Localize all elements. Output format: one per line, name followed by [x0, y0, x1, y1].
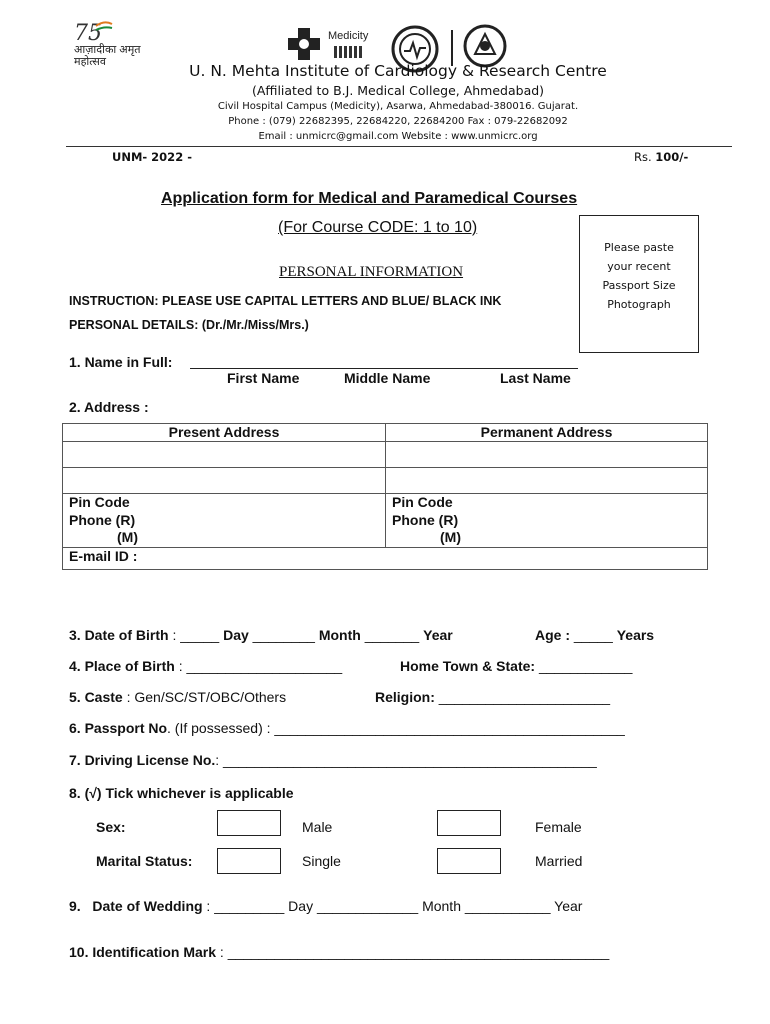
institute-address: Civil Hospital Campus (Medicity), Asarwa, Ahmedabad-380016. Gujarat. [217, 101, 579, 112]
affiliation: (Affiliated to B.J. Medical College, Ahmedabad) [251, 83, 545, 98]
dob-month-blank[interactable]: ________ [248, 627, 319, 643]
male-checkbox[interactable] [217, 810, 281, 836]
years-label: Years [616, 627, 655, 643]
medicity-logo-mark [334, 46, 364, 58]
married-label: Married [535, 853, 583, 869]
present-pin-label: Pin Code [69, 494, 130, 510]
dob-year-blank[interactable]: _______ [360, 627, 424, 643]
caste-options[interactable]: : Gen/SC/ST/OBC/Others [122, 689, 287, 705]
passport-row [69, 720, 625, 736]
tick-instruction: 8. (√) Tick whichever is applicable [69, 785, 294, 801]
first-name-label: First Name [227, 370, 300, 386]
dob-month-label: Month [318, 627, 361, 643]
present-address-line-2[interactable] [63, 468, 386, 494]
age-field [535, 627, 654, 643]
photo-box-text [580, 238, 698, 314]
caste-row [69, 689, 286, 705]
home-town-field [400, 658, 632, 674]
middle-name-label: Middle Name [344, 370, 431, 386]
course-code: (For Course CODE: 1 to 10) [278, 219, 478, 236]
permanent-pin-label: Pin Code [392, 494, 453, 510]
identification-label: 10. Identification Mark [69, 944, 217, 960]
permanent-phone-r-label: Phone (R) [392, 511, 459, 528]
photo-box-line: Please paste [604, 241, 674, 254]
form-title: Application form for Medical and Paramedical Courses [161, 190, 578, 207]
reference-number: UNM- 2022 - [112, 150, 192, 164]
permanent-address-line-2[interactable] [386, 468, 708, 494]
caste-label: 5. Caste [69, 689, 123, 705]
age-blank[interactable]: _____ [570, 627, 617, 643]
married-checkbox[interactable] [437, 848, 501, 874]
instruction: INSTRUCTION: PLEASE USE CAPITAL LETTERS AND BLUE/ BLACK INK [69, 294, 502, 308]
single-label: Single [302, 853, 341, 869]
name-input[interactable] [190, 368, 578, 369]
identification-row [69, 944, 609, 960]
dob-row [69, 627, 453, 643]
home-town-blank[interactable]: ____________ [535, 658, 633, 674]
single-checkbox[interactable] [217, 848, 281, 874]
passport-blank[interactable]: . (If possessed) : _____________________________________________ [167, 720, 625, 736]
home-town-label: Home Town & State: [400, 658, 536, 674]
photo-box-line: Passport Size [602, 279, 676, 292]
female-checkbox[interactable] [437, 810, 501, 836]
svg-text:75: 75 [74, 21, 102, 44]
institute-name: U. N. Mehta Institute of Cardiology & Research Centre [189, 62, 607, 80]
personal-details: PERSONAL DETAILS: (Dr./Mr./Miss/Mrs.) [69, 318, 309, 332]
fee-value: 100/- [655, 150, 689, 164]
place-of-birth-blank[interactable]: : ____________________ [174, 658, 343, 674]
dob-day-label: Day [223, 627, 249, 643]
address-label: 2. Address : [69, 399, 149, 415]
permanent-contact-cell[interactable] [386, 494, 708, 548]
wedding-number: 9. [69, 898, 81, 914]
religion-label: Religion: [375, 689, 435, 705]
female-label: Female [535, 819, 582, 835]
marital-status-label: Marital Status: [96, 853, 193, 869]
name-label: 1. Name in Full: [69, 354, 173, 370]
permanent-phone-m-label: (M) [440, 529, 461, 545]
male-label: Male [302, 819, 333, 835]
logo-divider [451, 30, 453, 66]
photo-box-line: Photograph [607, 298, 671, 311]
institute-email: Email : unmicrc@gmail.com Website : www.unmicrc.org [258, 131, 538, 142]
medicity-logo-text: Medicity [328, 30, 369, 42]
present-address-line-1[interactable] [63, 442, 386, 468]
institute-phone: Phone : (079) 22682395, 22684220, 22684200 Fax : 079-22682092 [228, 116, 568, 127]
driving-license-blank[interactable]: : ________________________________________________ [215, 752, 597, 768]
driving-license-row [69, 752, 597, 768]
present-phone-m-label: (M) [117, 529, 138, 545]
sex-label: Sex: [96, 819, 126, 835]
dob-year-label: Year [423, 627, 453, 643]
email-cell[interactable]: E-mail ID : [63, 547, 708, 569]
wedding-row [69, 898, 582, 914]
place-of-birth-row [69, 658, 342, 674]
wedding-blanks[interactable]: : _________ Day _____________ Month ___________ Year [202, 898, 583, 914]
photo-box-line: your recent [607, 260, 671, 273]
present-address-header: Present Address [63, 424, 386, 442]
section-title: PERSONAL INFORMATION [279, 264, 464, 280]
last-name-label: Last Name [500, 370, 571, 386]
present-phone-r-label: Phone (R) [69, 511, 136, 528]
dob-day-blank[interactable]: : _____ [168, 627, 224, 643]
passport-label: 6. Passport No [69, 720, 168, 736]
religion-blank[interactable]: ______________________ [434, 689, 611, 705]
fee-prefix: Rs. [634, 150, 652, 164]
wedding-label: Date of Wedding [92, 898, 203, 914]
photo-box[interactable] [579, 215, 699, 353]
identification-blank[interactable]: : _________________________________________________ [216, 944, 610, 960]
age-label: Age : [535, 627, 570, 643]
address-table [62, 423, 708, 570]
religion-field [375, 689, 610, 705]
application-fee [634, 150, 688, 164]
permanent-address-header: Permanent Address [386, 424, 708, 442]
medicity-logo [284, 26, 384, 66]
place-of-birth-label: 4. Place of Birth [69, 658, 175, 674]
azadi-logo-text: आज़ादीका अमृत महोत्सव [74, 44, 141, 68]
present-contact-cell[interactable] [63, 494, 386, 548]
driving-license-label: 7. Driving License No. [69, 752, 216, 768]
dob-label: 3. Date of Birth [69, 627, 169, 643]
header-divider [66, 146, 732, 147]
permanent-address-line-1[interactable] [386, 442, 708, 468]
